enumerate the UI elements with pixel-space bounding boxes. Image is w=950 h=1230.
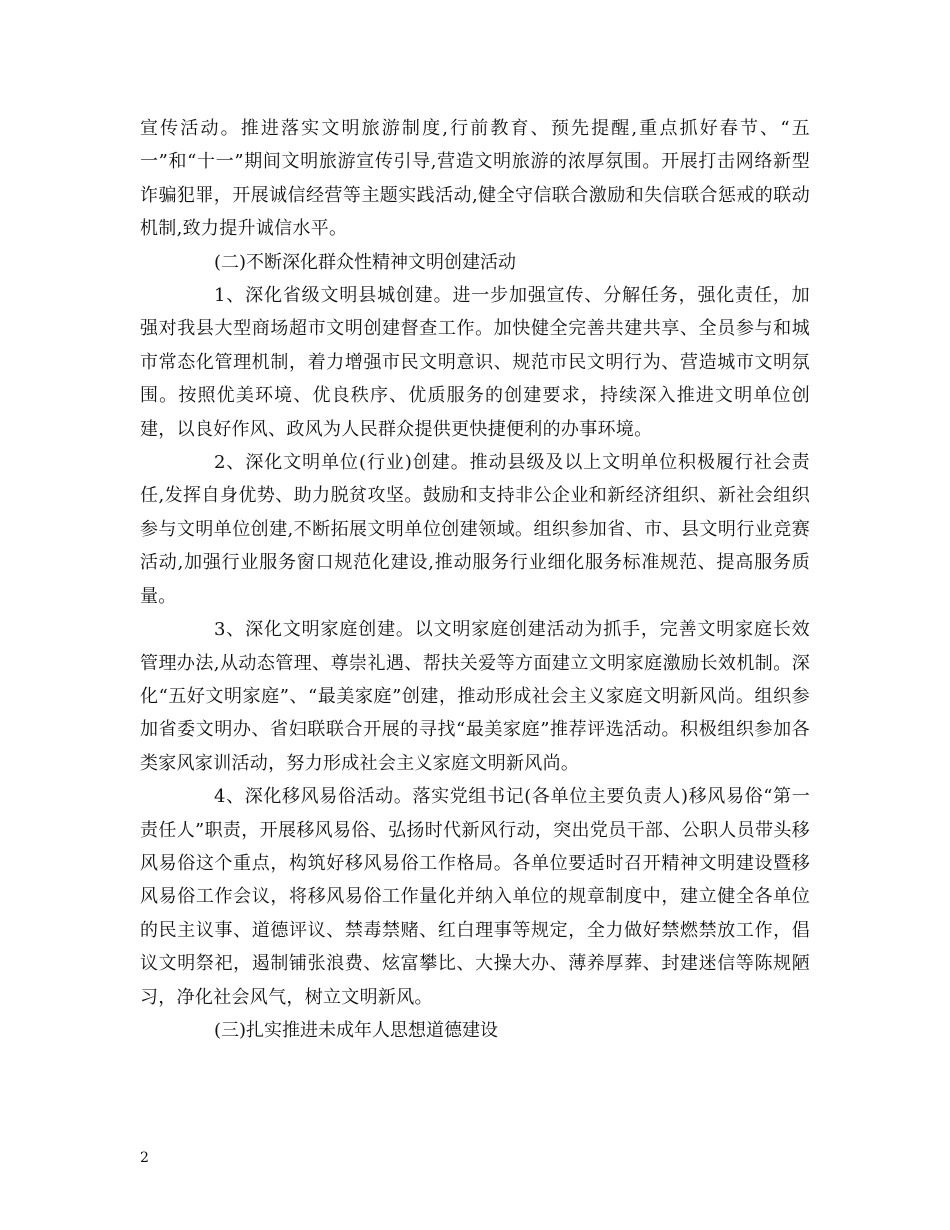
paragraph-civilized-family: 3、深化文明家庭创建。以文明家庭创建活动为抓手，完善文明家庭长效管理办法,从动态管理、尊崇礼遇、帮扶关爱等方面建立文明家庭激励长效机制。深化“五好文明家庭”、“最美家庭”创建，推动形成社会主义家庭文明新风尚。组织参加省委文明办、省妇联联合开展的寻找“最美家庭”推荐评选活动。积极组织参加各类家风家训活动，努力形成社会主义家庭文明新风尚。	[140, 619, 810, 774]
page-number: 2	[140, 1150, 149, 1166]
section-heading-mass-civilization: (二)不断深化群众性精神文明创建活动	[214, 251, 517, 273]
paragraph-tourism-continuation: 宣传活动。推进落实文明旅游制度,行前教育、预先提醒,重点抓好春节、“五一”和“十一”期间文明旅游宣传引导,营造文明旅游的浓厚氛围。开展打击网络新型诈骗犯罪，开展诚信经营等主题实践活动,健全守信联合激励和失信联合惩戒的联动机制,致力提升诚信水平。	[140, 118, 810, 240]
section-heading-minors-morality: (三)扎实推进未成年人思想道德建设	[214, 1019, 499, 1041]
document-body	[140, 112, 810, 1047]
paragraph-civilized-unit: 2、深化文明单位(行业)创建。推动县级及以上文明单位积极履行社会责任,发挥自身优势、助力脱贫攻坚。鼓励和支持非公企业和新经济组织、新社会组织参与文明单位创建,不断拓展文明单位创建领域。组织参加省、市、县文明行业竞赛活动,加强行业服务窗口规范化建设,推动服务行业细化服务标准规范、提高服务质量。	[140, 452, 810, 607]
paragraph-civilized-county: 1、深化省级文明县城创建。进一步加强宣传、分解任务，强化责任，加强对我县大型商场超市文明创建督查工作。加快健全完善共建共享、全员参与和城市常态化管理机制，着力增强市民文明意识、规范市民文明行为、营造城市文明氛围。按照优美环境、优良秩序、优质服务的创建要求，持续深入推进文明单位创建，以良好作风、政风为人民群众提供更快捷便利的办事环境。	[140, 285, 810, 440]
paragraph-customs-reform: 4、深化移风易俗活动。落实党组书记(各单位主要负责人)移风易俗“第一责任人”职责，开展移风易俗、弘扬时代新风行动，突出党员干部、公职人员带头移风易俗这个重点，构筑好移风易俗工作格局。各单位要适时召开精神文明建设暨移风易俗工作会议，将移风易俗工作量化并纳入单位的规章制度中，建立健全各单位的民主议事、道德评议、禁毒禁赌、红白理事等规定，全力做好禁燃禁放工作，倡议文明祭祀，遏制铺张浪费、炫富攀比、大操大办、薄养厚葬、封建迷信等陈规陋习，净化社会风气，树立文明新风。	[140, 786, 810, 1008]
